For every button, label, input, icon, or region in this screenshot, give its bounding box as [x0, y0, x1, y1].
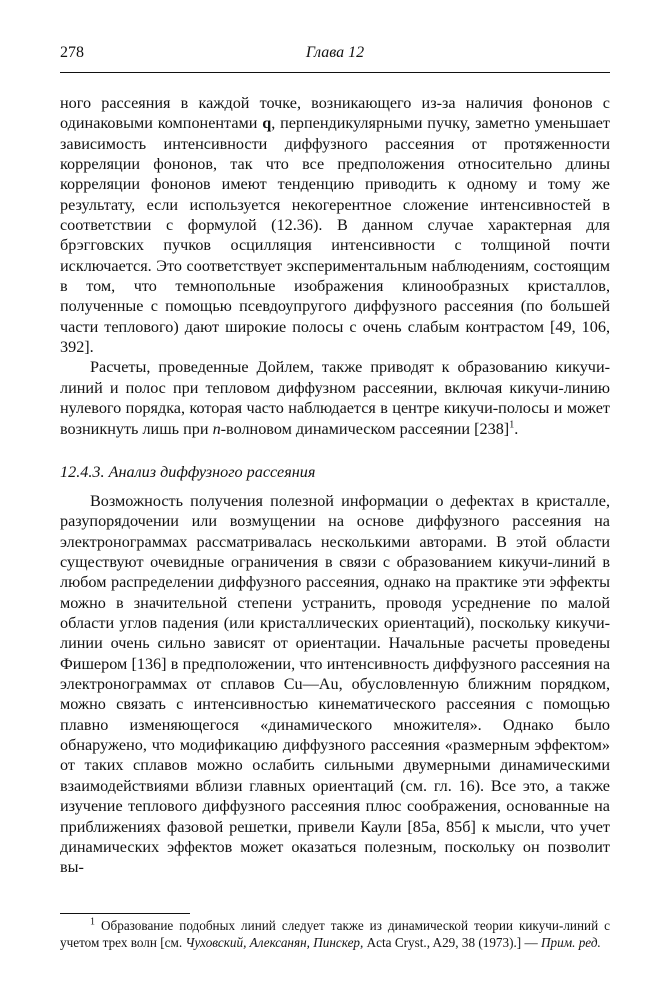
section-heading: 12.4.3. Анализ диффузного рассеяния	[60, 463, 316, 481]
body-text-bottom	[60, 491, 610, 878]
footnote-text-a: Образование подобных линий следует также из динамической теории кикучи-линий с учетом трех волн [см.	[60, 918, 610, 950]
chapter-title: Глава 12	[305, 44, 365, 61]
paragraph-1-text-a: ного рассеяния в каждой точке, возникающего из-за наличия фононов с одинаковыми компонентами	[60, 94, 610, 133]
paragraph-1	[60, 93, 610, 357]
paragraph-2	[60, 357, 610, 438]
footnote-mark: 1	[90, 916, 95, 928]
paragraph-2-text-c: .	[514, 419, 519, 438]
header-rule	[60, 72, 610, 73]
footnote-editor-note: Прим. ред.	[540, 934, 601, 950]
footnote-rule	[60, 913, 190, 914]
footnote-reference: 1	[509, 419, 515, 431]
body-text-top	[60, 93, 610, 439]
symbol-n: n	[212, 419, 221, 438]
footnote-paragraph	[60, 918, 610, 951]
footnote-text-b: Acta Cryst., A29, 38 (1973).] —	[363, 934, 541, 950]
vector-q: q	[262, 114, 272, 133]
page-number: 278	[60, 44, 84, 61]
paragraph-2-text-a: Расчеты, проведенные Дойлем, также приводят к образованию кикучи-линий и полос при тепловом диффузном рассеянии, включая кикучи-линию нулевого порядка, которая часто наблюдается в центре кикучи-полосы и может возникнуть лишь при	[60, 358, 610, 438]
footnote	[60, 918, 610, 951]
paragraph-3: Возможность получения полезной информации о дефектах в кристалле, разупорядочении или возмущении на основе диффузного рассеяния на электронограммах рассматривалась несколькими авторами. В этой области существуют очевидные ограничения в связи с образованием кикучи-линий в любом распределении диффузного рассеяния, однако на практике эти эффекты можно в значительной степени устранить, проводя усреднение по малой области углов падения (или кристаллических ориентаций), поскольку кикучи-линии очень сильно зависят от ориентации. Начальные расчеты проведены Фишером [136] в предположении, что интенсивность диффузного рассеяния на электронограммах от сплавов Cu—Au, обусловленную ближним порядком, можно связать с интенсивностью кинематического рассеяния с помощью плавно изменяющегося «динамического множителя». Однако было обнаружено, что модификацию диффузного рассеяния «размерным эффектом» от таких сплавов можно ослабить сильными двумерными динамическими взаимодействиями вблизи главных ориентаций (см. гл. 16). Все это, а также изучение теплового диффузного рассеяния плюс соображения, основанные на приближениях фазовой решетки, привели Каули [85а, 85б] к мысли, что учет динамических эффектов может оказаться полезным, поскольку он позволит вы-	[60, 492, 610, 877]
footnote-authors: Чуховский, Алексанян, Пинскер,	[185, 934, 364, 950]
paragraph-2-text-b: -волновом динамическом рассеянии [238]	[220, 419, 510, 438]
page-header	[60, 44, 610, 70]
paragraph-1-text-b: , перпендикулярными пучку, заметно уменьшает зависимость интенсивности диффузного рассеяния от протяженности корреляции фононов, так что все предположения относительно длины корреляции фононов имеют тенденцию приводить к одному и тому же результату, если используется некогерентное сложение интенсивностей в соответствии с формулой (12.36). В данном случае характерная для брэгговских пучков осцилляция интенсивности с толщиной почти исключается. Это соответствует экспериментальным наблюдениям, состоящим в том, что темнопольные изображения клинообразных кристаллов, полученные с помощью псевдоупругого диффузного рассеяния (по большей части теплового) дают широкие полосы с очень слабым контрастом [49, 106, 392].	[60, 114, 610, 357]
